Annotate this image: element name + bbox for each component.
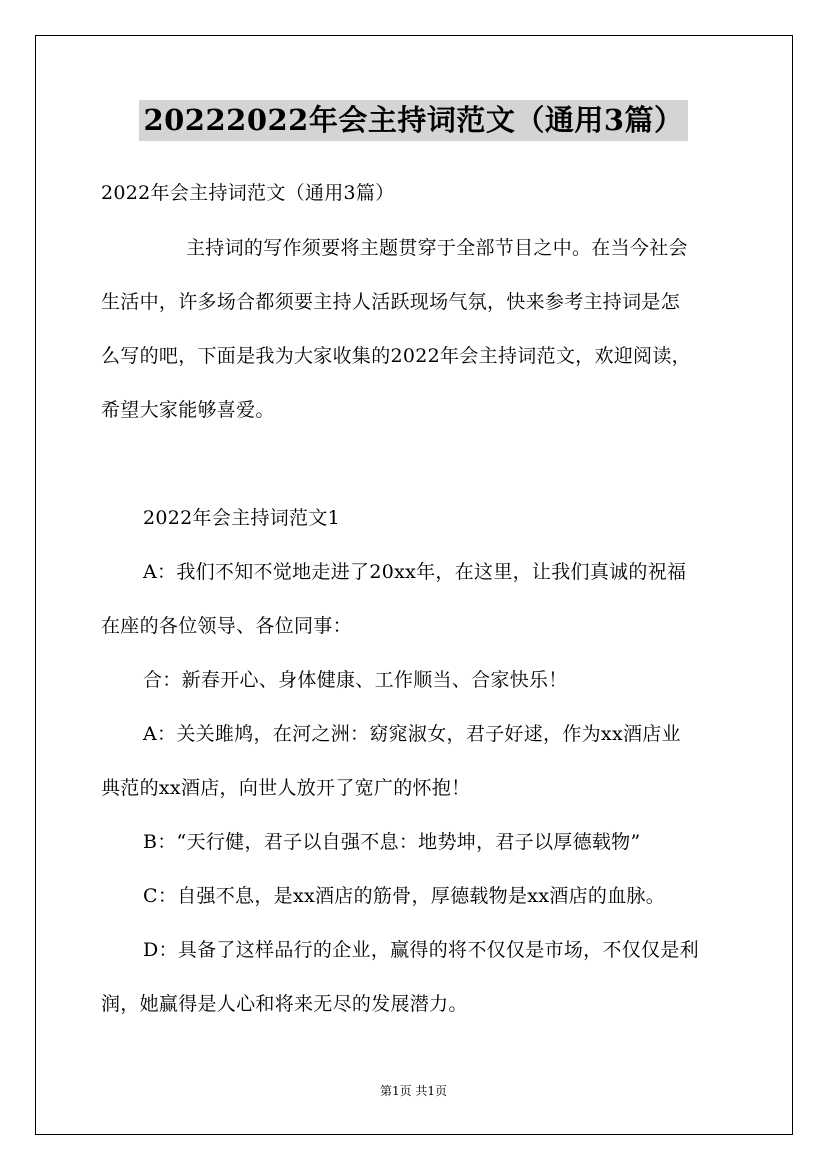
document-title: 20222022年会主持词范文（通用3篇）	[139, 100, 687, 141]
intro-line-4: 希望大家能够喜爱。	[101, 399, 275, 421]
intro-line-1: 主持词的写作须要将主题贯穿于全部节目之中。在当今社会	[186, 237, 688, 259]
section-heading: 2022年会主持词范文1	[143, 507, 341, 529]
body-line-8: D：具备了这样品行的企业，赢得的将不仅仅是市场，不仅仅是利	[143, 939, 699, 961]
body-line-2: 在座的各位领导、各位同事：	[101, 615, 352, 637]
body-line-5: 典范的xx酒店，向世人放开了宽广的怀抱！	[101, 777, 471, 799]
body-line-9: 润，她赢得是人心和将来无尽的发展潜力。	[101, 993, 468, 1015]
body-line-3: 合：新春开心、身体健康、工作顺当、合家快乐！	[143, 669, 568, 691]
intro-line-2: 生活中，许多场合都须要主持人活跃现场气氛，快来参考主持词是怎	[101, 291, 681, 313]
intro-line-3: 么写的吧，下面是我为大家收集的2022年会主持词范文，欢迎阅读，	[101, 345, 691, 367]
body-line-4: A：关关雎鸠，在河之洲：窈窕淑女，君子好逑，作为xx酒店业	[143, 723, 681, 745]
body-line-6: B：“天行健，君子以自强不息：地势坤，君子以厚德载物”	[143, 831, 641, 853]
page-footer: 第1页 共1页	[379, 1084, 448, 1098]
document-subtitle: 2022年会主持词范文（通用3篇）	[101, 182, 395, 204]
body-line-1: A：我们不知不觉地走进了20xx年，在这里，让我们真诚的祝福	[143, 561, 687, 583]
title-container	[0, 100, 827, 141]
body-line-7: C：自强不息，是xx酒店的筋骨，厚德载物是xx酒店的血脉。	[143, 885, 666, 907]
